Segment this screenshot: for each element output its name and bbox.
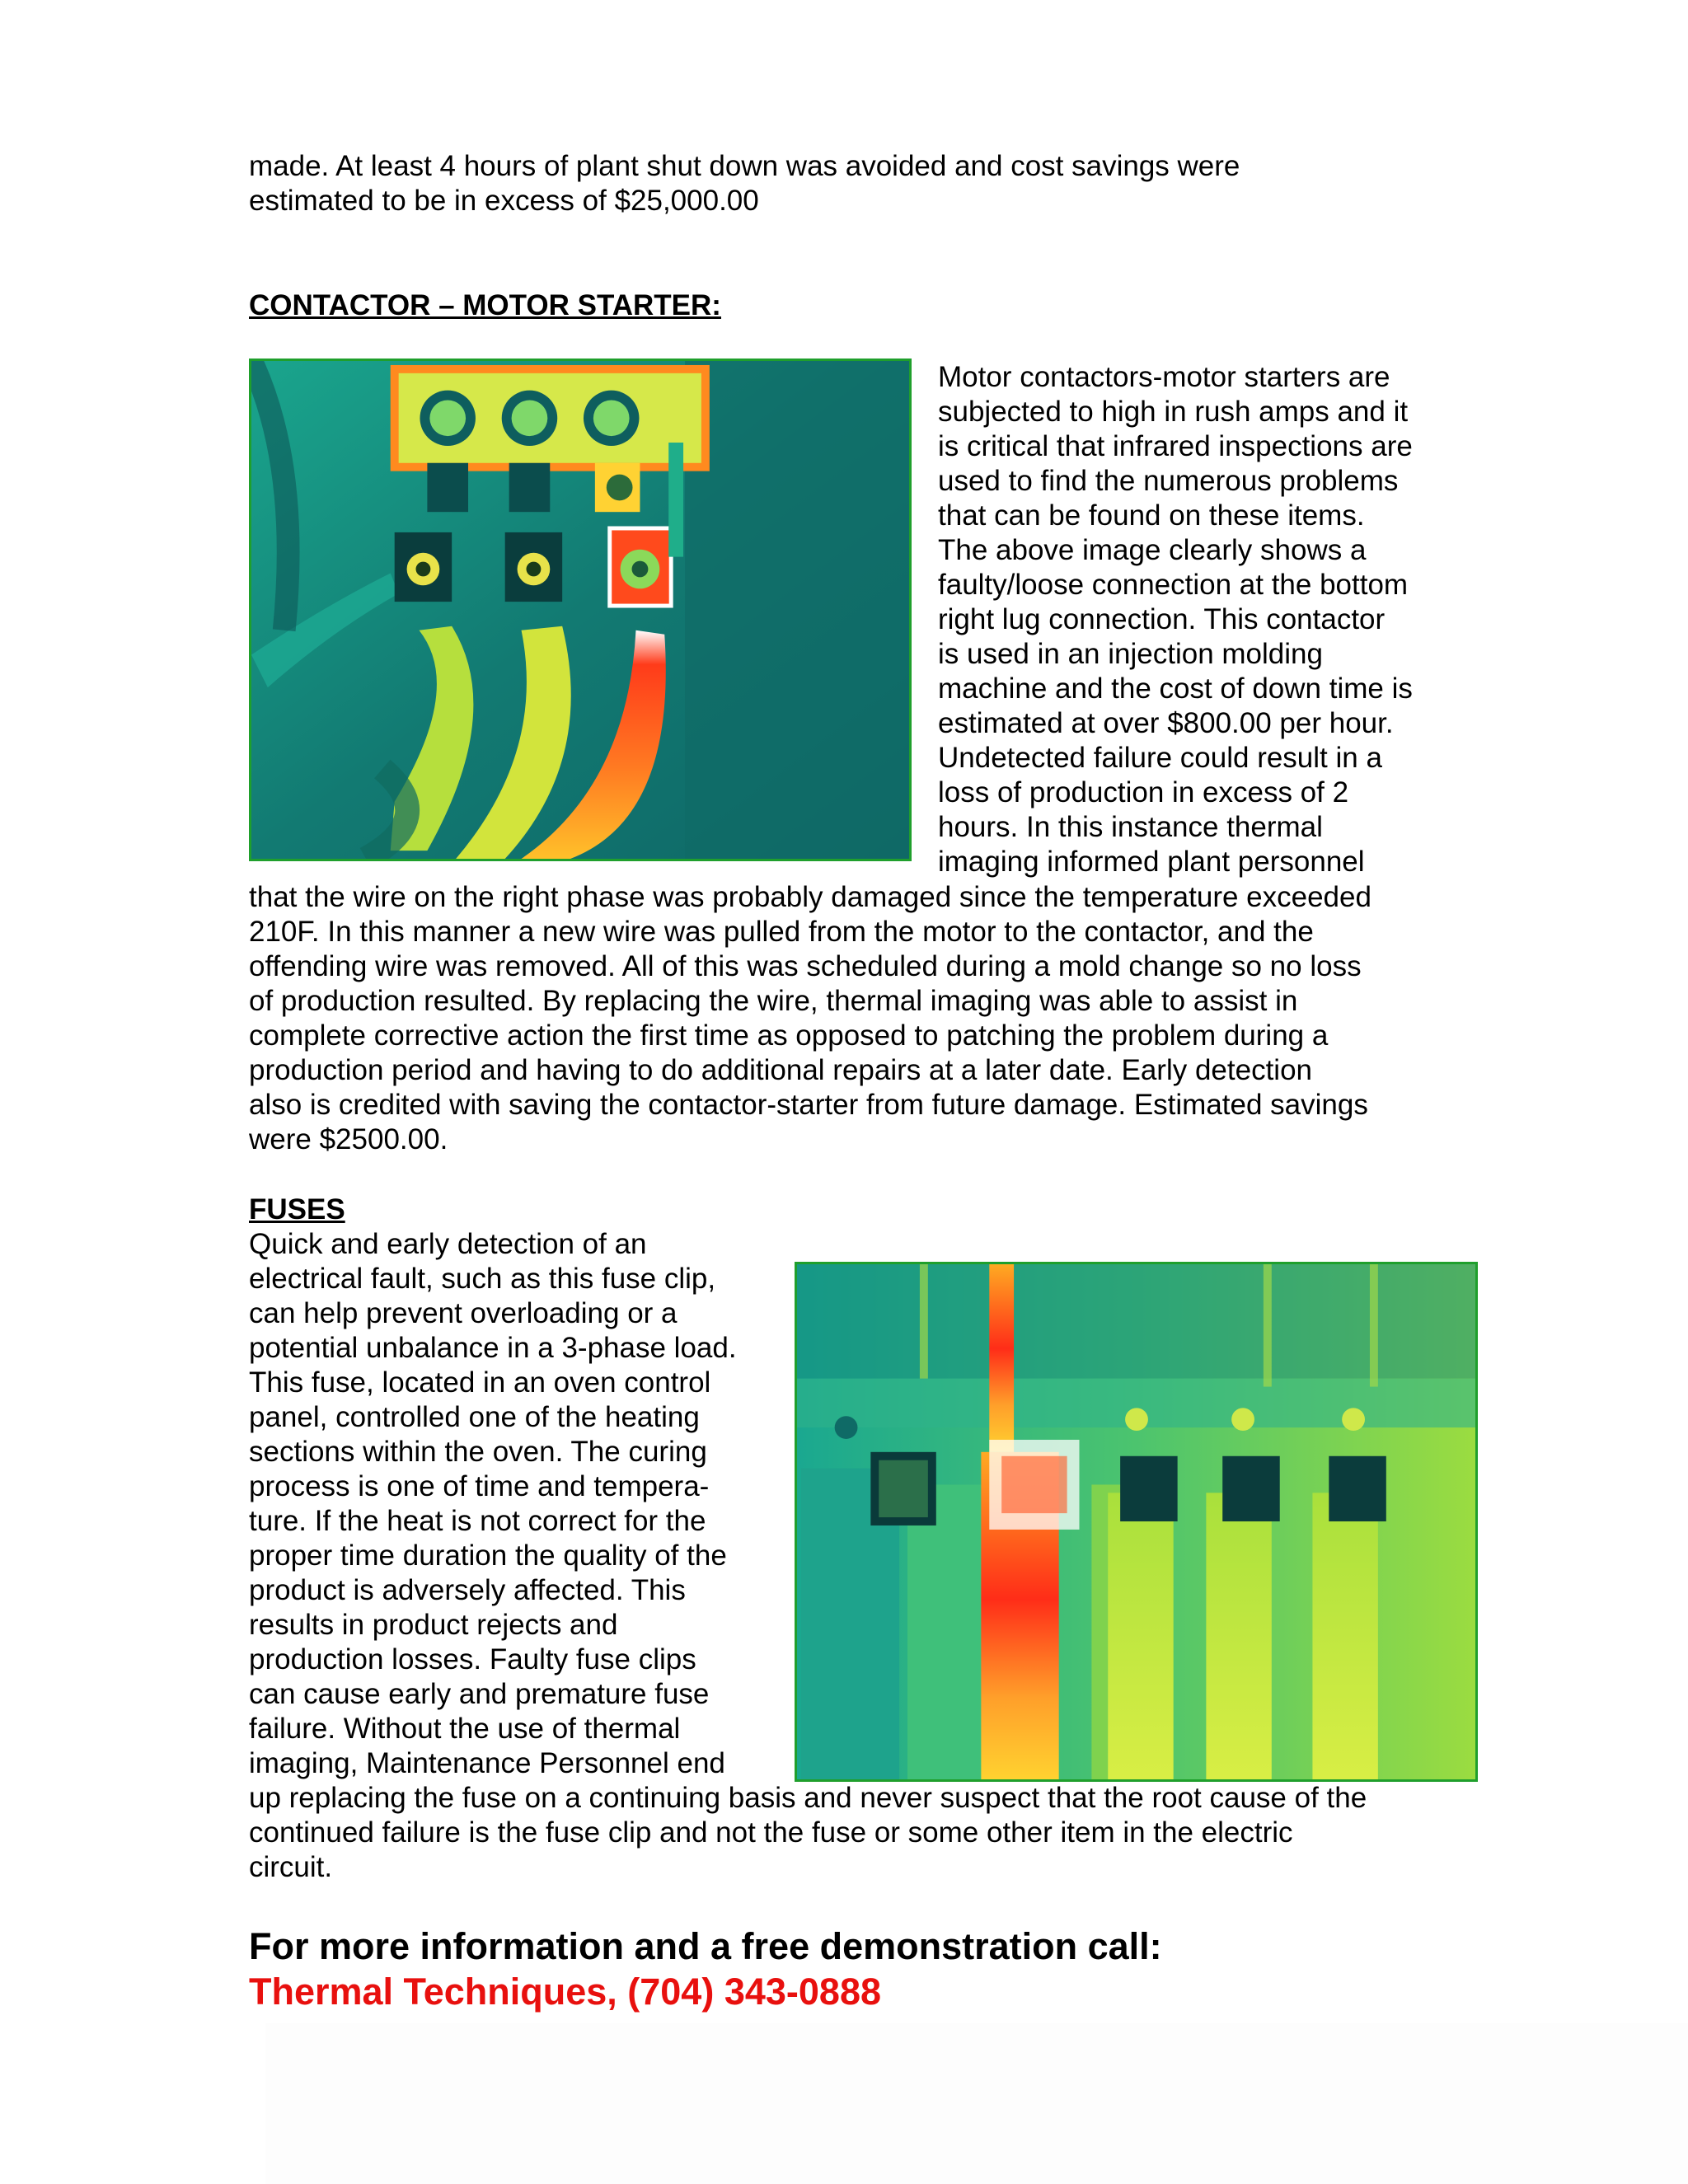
fuses-side-line: product is adversely affected. This	[249, 1574, 686, 1606]
fuses-side-line: imaging, Maintenance Personnel end	[249, 1747, 725, 1779]
fuse-thermal-image	[795, 1262, 1478, 1782]
contactor-body-line: of production resulted. By replacing the wire, thermal imaging was able to assist in	[249, 985, 1298, 1017]
contactor-side-line: faulty/loose connection at the bottom	[938, 569, 1409, 601]
cta-line: For more information and a free demonstration call:	[249, 1925, 1162, 1967]
contactor-body-line: production period and having to do additional repairs at a later date. Early detection	[249, 1054, 1313, 1086]
fuses-side-line: This fuse, located in an oven control	[249, 1366, 711, 1399]
fuses-heading: FUSES	[249, 1193, 345, 1226]
contactor-side-line: used to find the numerous problems	[938, 465, 1399, 497]
fuses-side-line: ture. If the heat is not correct for the	[249, 1505, 706, 1537]
intro-line: made. At least 4 hours of plant shut down was avoided and cost savings were	[249, 150, 1240, 182]
contactor-body-line: were $2500.00.	[249, 1123, 448, 1155]
contactor-thermal-image	[249, 359, 912, 861]
contactor-body-line: also is credited with saving the contactor-starter from future damage. Estimated savings	[249, 1089, 1368, 1121]
contactor-heading: CONTACTOR – MOTOR STARTER:	[249, 289, 721, 321]
fuses-side-line: electrical fault, such as this fuse clip,	[249, 1263, 716, 1295]
contactor-body-line: offending wire was removed. All of this was scheduled during a mold change so no loss	[249, 950, 1362, 982]
contactor-side-line: that can be found on these items.	[938, 499, 1365, 532]
fuses-side-line: failure. Without the use of thermal	[249, 1713, 681, 1745]
contactor-side-line: subjected to high in rush amps and it	[938, 396, 1409, 428]
fuses-body-line: up replacing the fuse on a continuing basis and never suspect that the root cause of the	[249, 1782, 1367, 1814]
fuses-side-line: production losses. Faulty fuse clips	[249, 1643, 696, 1675]
fuses-side-line: can help prevent overloading or a	[249, 1297, 678, 1329]
fuses-side-line: proper time duration the quality of the	[249, 1540, 727, 1572]
contactor-side-line: hours. In this instance thermal	[938, 811, 1323, 843]
fuses-side-line: results in product rejects and	[249, 1609, 618, 1641]
contactor-side-line: estimated at over $800.00 per hour.	[938, 707, 1394, 739]
contactor-side-line: The above image clearly shows a	[938, 534, 1367, 566]
contactor-side-line: right lug connection. This contactor	[938, 603, 1386, 635]
fuses-body-line: circuit.	[249, 1851, 333, 1883]
contactor-body-line: 210F. In this manner a new wire was pulled from the motor to the contactor, and the	[249, 916, 1314, 948]
fuses-side-line: sections within the oven. The curing	[249, 1436, 707, 1468]
fuses-side-line: potential unbalance in a 3-phase load.	[249, 1332, 737, 1364]
contactor-body-line: complete corrective action the first time as opposed to patching the problem during a	[249, 1019, 1329, 1052]
contactor-side-line: loss of production in excess of 2	[938, 776, 1349, 808]
contactor-side-line: is used in an injection molding	[938, 638, 1323, 670]
intro-line: estimated to be in excess of $25,000.00	[249, 185, 759, 217]
fuses-side-line: process is one of time and tempera-	[249, 1470, 710, 1502]
contactor-side-line: Undetected failure could result in a	[938, 742, 1382, 774]
contactor-side-line: imaging informed plant personnel	[938, 846, 1365, 878]
fuses-side-line: panel, controlled one of the heating	[249, 1401, 700, 1433]
contactor-body-line: that the wire on the right phase was probably damaged since the temperature exceeded	[249, 881, 1372, 913]
cta-contact: Thermal Techniques, (704) 343-0888	[249, 1971, 881, 2013]
fuses-body-line: continued failure is the fuse clip and not the fuse or some other item in the electric	[249, 1816, 1293, 1849]
fuses-side-line: can cause early and premature fuse	[249, 1678, 710, 1710]
contactor-side-line: is critical that infrared inspections are	[938, 430, 1413, 462]
contactor-side-line: Motor contactors-motor starters are	[938, 361, 1390, 393]
fuses-side-line: Quick and early detection of an	[249, 1228, 647, 1260]
page-footer-shade	[265, 2023, 1688, 2184]
contactor-side-line: machine and the cost of down time is	[938, 673, 1413, 705]
